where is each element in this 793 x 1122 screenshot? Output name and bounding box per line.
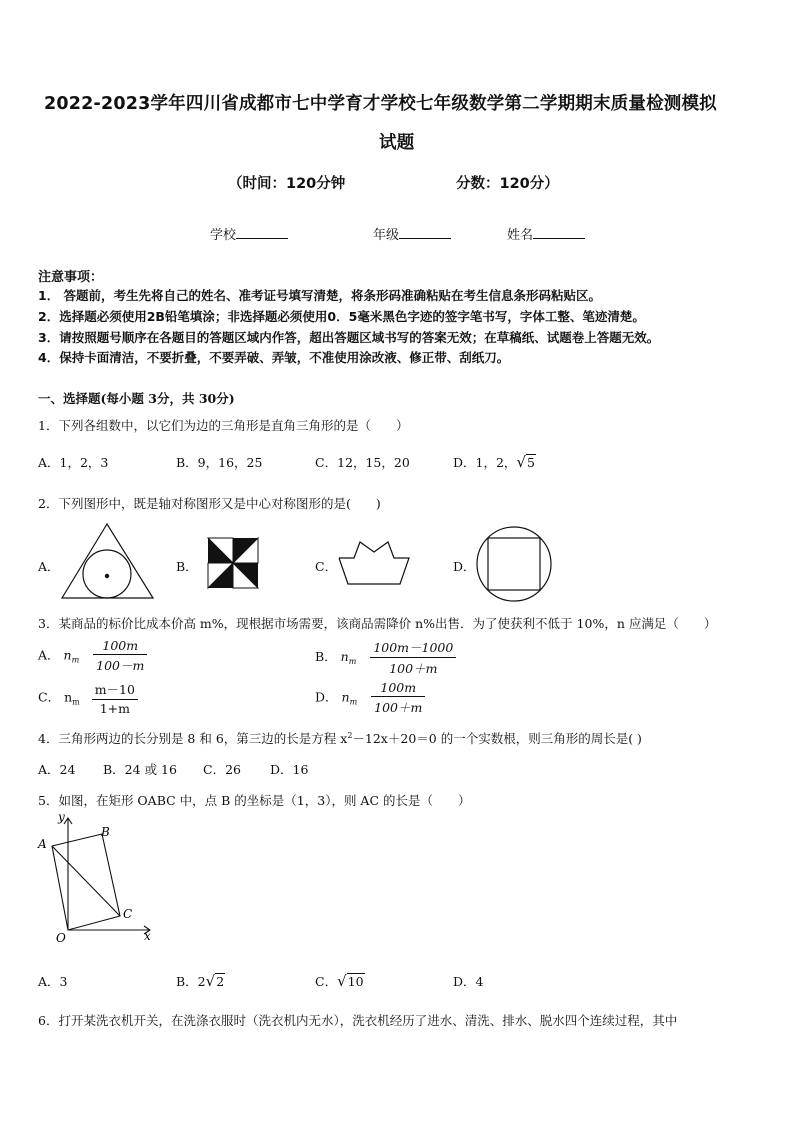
q5-option-c	[315, 972, 365, 990]
q1-option-c: C．12，15，20	[315, 455, 410, 470]
sqrt-symbol: √10	[337, 972, 364, 990]
q1-option-a: A．1，2，3	[38, 455, 109, 470]
q3-option-c	[38, 680, 138, 716]
question-6-text: 6．打开某洗衣机开关，在洗涤衣服时（洗衣机内无水），洗衣机经历了进水、清洗、排水、脱水四个连续过程，其中	[38, 1013, 678, 1028]
q5-option-b	[176, 972, 225, 990]
sqrt-symbol: √5	[516, 453, 535, 471]
q4-text-part: －12x＋20＝0 的一个实数根，则三角形的周长是( )	[352, 731, 642, 746]
question-3-text: 3．某商品的标价比成本价高 m%，现根据市场需要，该商品需降价 n%出售．为了使获利不低于 10%，n 应满足（ ）	[38, 616, 717, 631]
point-c-label: C	[123, 907, 133, 921]
variable-n: n	[340, 649, 349, 664]
grade-field	[373, 224, 451, 243]
q4-option-a: A．24	[38, 762, 76, 777]
pinwheel-figure	[200, 530, 266, 596]
fraction	[371, 680, 425, 716]
q3-option-d	[315, 680, 425, 716]
y-axis-label: y	[58, 812, 65, 824]
question-4-text	[38, 729, 642, 747]
numerator: 100m	[371, 680, 425, 697]
q5-c-radicand: 10	[347, 974, 364, 989]
variable-subscript: m	[348, 657, 357, 666]
denominator: 100＋m	[374, 700, 423, 715]
q2-option-d-label: D．	[453, 559, 476, 574]
triangle-with-circle-figure	[60, 522, 155, 600]
variable-subscript: m	[72, 697, 80, 707]
point-b-label: B	[101, 825, 110, 839]
variable-n: n	[64, 689, 73, 705]
fraction	[92, 680, 138, 716]
q3-option-a-label: A．	[38, 647, 60, 663]
q5-option-d: D．4	[453, 974, 484, 989]
grade-label: 年级	[373, 228, 400, 243]
grade-blank	[399, 226, 451, 239]
name-label: 姓名	[507, 228, 534, 243]
name-field	[507, 224, 585, 243]
variable-n: n	[63, 647, 72, 663]
note-item: 3．请按照题号顺序在各题目的答题区域内作答，超出答题区域书写的答案无效；在草稿纸、试题卷上答题无效。	[38, 330, 660, 345]
q4-text-part: 4．三角形两边的长分别是 8 和 6，第三边的长是方程 x	[38, 731, 348, 746]
q5-option-c-label: C．	[315, 974, 338, 989]
name-blank	[533, 226, 585, 239]
denominator: 1+m	[99, 701, 130, 716]
variable-subscript: m	[71, 655, 80, 665]
q4-exponent: 2	[347, 730, 353, 740]
variable-subscript: m	[349, 697, 358, 707]
q1-radicand: 5	[527, 455, 535, 470]
q5-option-a: A．3	[38, 974, 68, 989]
boat-figure	[336, 536, 412, 586]
q1-option-d	[453, 453, 536, 471]
school-field	[210, 224, 288, 243]
fraction	[93, 638, 147, 674]
exam-time: （时间：120分钟	[228, 176, 346, 192]
question-1-text: 1．下列各组数中，以它们为边的三角形是直角三角形的是（ ）	[38, 418, 409, 433]
q1-option-d-label: D．1，2，	[453, 455, 517, 470]
school-label: 学校	[210, 228, 237, 243]
q2-option-a-label: A．	[38, 559, 60, 574]
x-axis-label: x	[144, 929, 151, 943]
sqrt-symbol: √2	[205, 972, 225, 990]
denominator: 100＋m	[389, 661, 438, 676]
exam-score: 分数：120分）	[456, 176, 559, 192]
q1-option-b: B．9，16，25	[176, 455, 263, 470]
numerator: 100m	[93, 638, 147, 655]
note-item: 4．保持卡面清洁，不要折叠，不要弄破、弄皱，不准使用涂改液、修正带、刮纸刀。	[38, 350, 510, 365]
question-5-text: 5．如图，在矩形 OABC 中，点 B 的坐标是（1，3），则 AC 的长是（ ）	[38, 793, 471, 808]
q3-option-c-label: C．	[38, 689, 61, 705]
q3-option-b	[315, 638, 456, 677]
circle-with-square-figure	[474, 524, 554, 604]
q5-b-radicand: 2	[216, 974, 225, 989]
q3-option-d-label: D．	[315, 689, 338, 705]
numerator: 100m－1000	[370, 638, 456, 658]
q4-option-c: C．26	[203, 762, 241, 777]
question-2-text: 2．下列图形中，既是轴对称图形又是中心对称图形的是( )	[38, 496, 381, 511]
point-a-label: A	[38, 837, 47, 851]
rectangle-oabc-figure	[34, 812, 159, 947]
numerator: m－10	[92, 680, 138, 700]
q5-option-b-label: B．2	[176, 974, 206, 989]
section-heading: 一、选择题(每小题 3分，共 30分)	[38, 391, 235, 406]
q3-option-a	[38, 638, 147, 674]
note-item: 2．选择题必须使用2B铅笔填涂；非选择题必须使用0．5毫米黑色字迹的签字笔书写，字体工整、笔迹清楚。	[38, 309, 645, 324]
variable-n: n	[341, 689, 350, 705]
note-item: 1． 答题前，考生先将自己的姓名、准考证号填写清楚，将条形码准确粘贴在考生信息条形码粘贴区。	[38, 288, 602, 303]
page-title-continued: 试题	[379, 133, 415, 153]
q3-option-b-label: B．	[315, 649, 337, 664]
q4-option-d: D．16	[270, 762, 309, 777]
notes-heading: 注意事项：	[38, 270, 104, 285]
q2-option-c-label: C．	[315, 559, 338, 574]
denominator: 100－m	[96, 658, 145, 673]
fraction	[370, 638, 456, 677]
q2-option-b-label: B．	[176, 559, 198, 574]
school-blank	[236, 226, 288, 239]
page-title: 2022-2023学年四川省成都市七中学育才学校七年级数学第二学期期末质量检测模拟	[44, 94, 717, 114]
q4-option-b: B．24 或 16	[103, 762, 177, 777]
point-o-label: O	[56, 931, 66, 945]
